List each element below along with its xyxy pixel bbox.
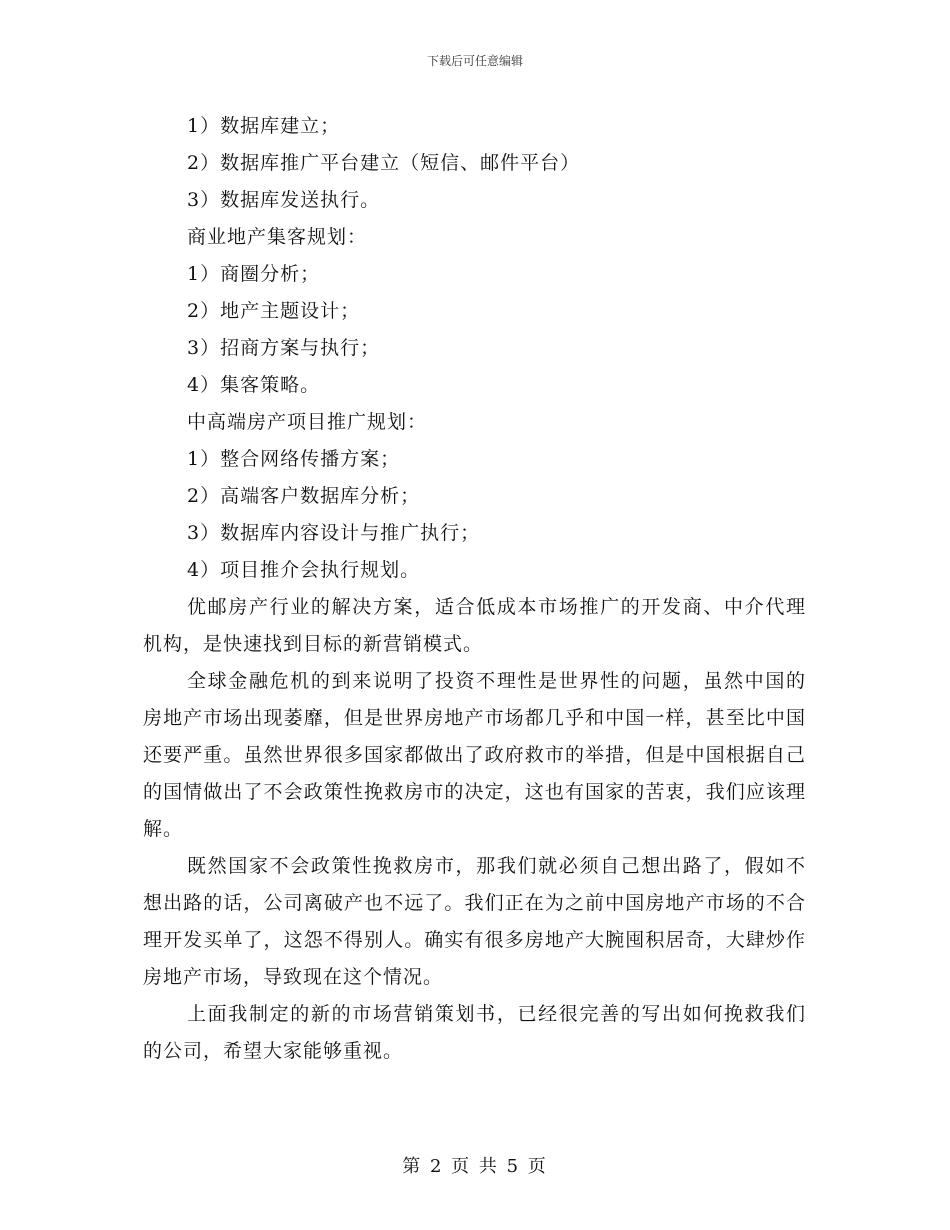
page-number: 第 2 页 共 5 页 <box>402 1156 548 1177</box>
list-item: 1）商圈分析； <box>187 263 321 285</box>
list-item: 1）整合网络传播方案； <box>187 448 401 470</box>
list-item: 1）数据库建立； <box>187 115 341 137</box>
body-paragraph: 优邮房产行业的解决方案，适合低成本市场推广的开发商、中介代理机构，是快速找到目标的新营销模式。 <box>143 596 806 655</box>
body-paragraph: 既然国家不会政策性挽救房市，那我们就必须自己想出路了，假如不想出路的话，公司离破产也不远了。我们正在为之前中国房地产市场的不合理开发买单了，这怨不得别人。确实有很多房地产大腕囤积居奇，大肆炒作房地产市场，导致现在这个情况。 <box>143 855 806 988</box>
list-item: 2）高端客户数据库分析； <box>187 485 421 507</box>
list-item: 3）数据库发送执行。 <box>187 189 381 211</box>
list-item: 2）数据库推广平台建立（短信、邮件平台） <box>187 152 581 174</box>
body-paragraph: 上面我制定的新的市场营销策划书，已经很完善的写出如何挽救我们的公司，希望大家能够重视。 <box>143 1003 806 1062</box>
section-heading: 中高端房产项目推广规划： <box>187 411 428 433</box>
list-item: 4）项目推介会执行规划。 <box>187 559 421 581</box>
list-item: 3）数据库内容设计与推广执行； <box>187 522 481 544</box>
document-body <box>143 108 806 1070</box>
list-item: 3）招商方案与执行； <box>187 337 381 359</box>
list-item: 2）地产主题设计； <box>187 300 361 322</box>
body-paragraph: 全球金融危机的到来说明了投资不理性是世界性的问题，虽然中国的房地产市场出现萎靡，但是世界房地产市场都几乎和中国一样，甚至比中国还要严重。虽然世界很多国家都做出了政府救市的举措，但是中国根据自己的国情做出了不会政策性挽救房市的决定，这也有国家的苦衷，我们应该理解。 <box>143 670 806 840</box>
page-header: 下载后可任意编辑 <box>426 54 523 68</box>
list-item: 4）集客策略。 <box>187 374 321 396</box>
section-heading: 商业地产集客规划： <box>187 226 368 248</box>
